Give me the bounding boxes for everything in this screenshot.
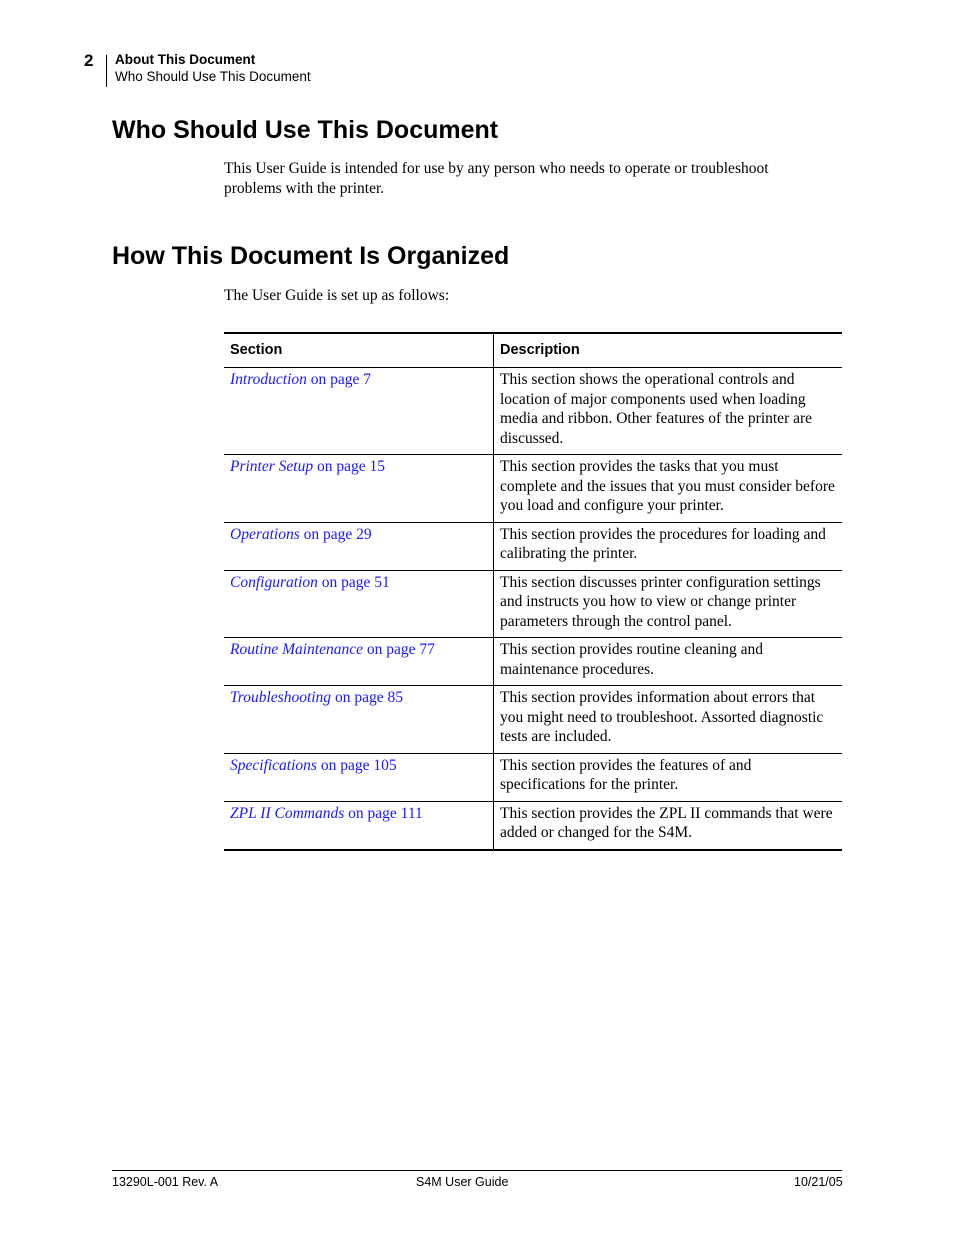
table-row — [224, 455, 842, 523]
description-cell: This section provides the procedures for loading and calibrating the printer. — [500, 525, 826, 562]
section-link-specifications[interactable]: Specifications on page 105 — [230, 756, 397, 774]
section-link-routine-maintenance[interactable]: Routine Maintenance on page 77 — [230, 641, 435, 658]
table-row — [224, 753, 842, 801]
section-cell — [224, 801, 494, 850]
header-divider — [106, 55, 107, 87]
table-row — [224, 570, 842, 638]
table-row — [224, 638, 842, 686]
footer-divider — [112, 1170, 842, 1171]
who-heading: Who Should Use This Document — [112, 116, 499, 144]
section-cell — [224, 368, 494, 455]
section-cell — [224, 455, 494, 523]
organized-intro: The User Guide is set up as follows: — [224, 287, 450, 304]
footer-doc-number: 13290L-001 Rev. A — [112, 1175, 219, 1189]
who-body: This User Guide is intended for use by any person who needs to operate or troubleshoot problems with the printer. — [224, 160, 769, 197]
column-header-description: Description — [500, 342, 580, 358]
organization-table — [224, 332, 842, 851]
description-cell: This section provides the ZPL II commands that were added or changed for the S4M. — [500, 804, 833, 841]
section-cell — [224, 753, 494, 801]
description-cell: This section provides the tasks that you must complete and the issues that you must consider before you load and configure your printer. — [500, 458, 835, 514]
column-header-section: Section — [224, 333, 494, 368]
description-cell: This section provides information about errors that you might need to troubleshoot. Assorted diagnostic tests are included. — [500, 689, 824, 745]
page-number: 2 — [84, 51, 94, 70]
table-row — [224, 522, 842, 570]
running-header-chapter: About This Document — [115, 52, 256, 67]
section-cell — [224, 638, 494, 686]
table-header-row — [224, 333, 842, 368]
section-link-configuration[interactable]: Configuration on page 51 — [230, 573, 390, 591]
organized-heading: How This Document Is Organized — [112, 242, 510, 270]
section-link-zpl-ii-commands[interactable]: ZPL II Commands on page 111 — [230, 804, 423, 822]
description-cell: This section provides the features of and specifications for the printer. — [500, 756, 752, 793]
table-row — [224, 686, 842, 754]
section-cell — [224, 522, 494, 570]
section-link-troubleshooting[interactable]: Troubleshooting on page 85 — [230, 689, 403, 706]
table-row — [224, 801, 842, 850]
running-header-section: Who Should Use This Document — [115, 69, 311, 84]
description-cell: This section provides routine cleaning and maintenance procedures. — [500, 641, 764, 678]
section-cell — [224, 686, 494, 754]
section-cell — [224, 570, 494, 638]
section-link-printer-setup[interactable]: Printer Setup on page 15 — [230, 458, 385, 475]
section-link-introduction[interactable]: Introduction on page 7 — [230, 371, 372, 388]
footer-date: 10/21/05 — [794, 1175, 843, 1189]
section-link-operations[interactable]: Operations on page 29 — [230, 525, 372, 543]
table-row — [224, 368, 842, 455]
description-cell: This section discusses printer configuration settings and instructs you how to view or change printer parameters through the control panel. — [500, 573, 821, 630]
description-cell: This section shows the operational controls and location of major components used when loading media and ribbon. Other features of the printer are discussed. — [500, 371, 813, 447]
footer-guide-title: S4M User Guide — [416, 1175, 509, 1189]
